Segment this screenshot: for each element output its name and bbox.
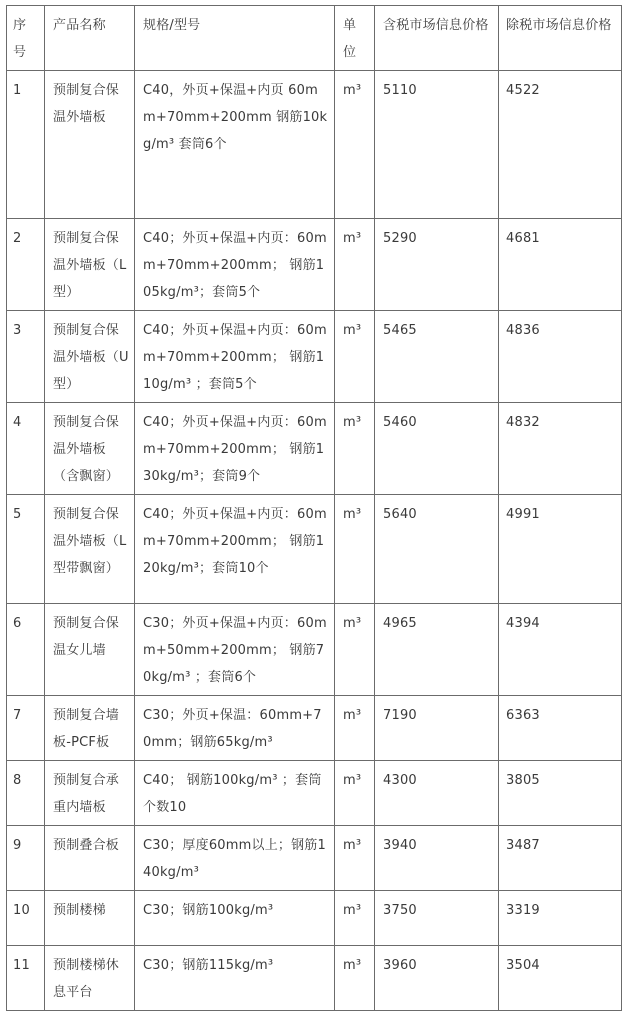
cell-no: 8	[7, 761, 45, 826]
cell-spec: C40；外页+保温+内页：60mm+70mm+200mm； 钢筋110g/m³ ；套筒5个	[135, 311, 335, 403]
cell-unit: m³	[335, 219, 375, 311]
table-row	[7, 495, 622, 604]
table-row	[7, 826, 622, 891]
cell-price-tax: 5110	[375, 71, 499, 219]
cell-name: 预制复合保温外墙板（U型）	[45, 311, 135, 403]
cell-unit: m³	[335, 891, 375, 946]
cell-spec: C40； 钢筋100kg/m³ ；套筒个数10	[135, 761, 335, 826]
cell-no: 6	[7, 604, 45, 696]
cell-price-notax: 4991	[499, 495, 622, 604]
cell-no: 7	[7, 696, 45, 761]
cell-no: 9	[7, 826, 45, 891]
table-row	[7, 71, 622, 219]
cell-spec: C30；钢筋115kg/m³	[135, 946, 335, 1011]
cell-price-tax: 3940	[375, 826, 499, 891]
cell-name: 预制复合保温外墙板	[45, 71, 135, 219]
cell-price-tax: 3750	[375, 891, 499, 946]
header-price-notax: 除税市场信息价格	[499, 6, 622, 71]
cell-price-notax: 6363	[499, 696, 622, 761]
cell-no: 4	[7, 403, 45, 495]
cell-unit: m³	[335, 604, 375, 696]
cell-unit: m³	[335, 696, 375, 761]
cell-unit: m³	[335, 946, 375, 1011]
cell-no: 1	[7, 71, 45, 219]
cell-name: 预制复合保温外墙板（L型带飘窗）	[45, 495, 135, 604]
cell-price-notax: 4522	[499, 71, 622, 219]
cell-no: 11	[7, 946, 45, 1011]
cell-price-tax: 7190	[375, 696, 499, 761]
cell-unit: m³	[335, 826, 375, 891]
cell-unit: m³	[335, 311, 375, 403]
table-row	[7, 891, 622, 946]
cell-spec: C40，外页+保温+内页 60mm+70mm+200mm 钢筋10kg/m³ 套筒6个	[135, 71, 335, 219]
table-row	[7, 403, 622, 495]
header-name: 产品名称	[45, 6, 135, 71]
table-row	[7, 311, 622, 403]
cell-name: 预制楼梯	[45, 891, 135, 946]
cell-name: 预制复合保温女儿墙	[45, 604, 135, 696]
cell-price-notax: 4836	[499, 311, 622, 403]
table-row	[7, 219, 622, 311]
table-row	[7, 946, 622, 1011]
cell-unit: m³	[335, 403, 375, 495]
header-price-tax: 含税市场信息价格	[375, 6, 499, 71]
cell-name: 预制复合保温外墙板（L型）	[45, 219, 135, 311]
cell-spec: C30；钢筋100kg/m³	[135, 891, 335, 946]
cell-spec: C40；外页+保温+内页：60mm+70mm+200mm； 钢筋120kg/m³；套筒10个	[135, 495, 335, 604]
cell-price-notax: 4394	[499, 604, 622, 696]
cell-unit: m³	[335, 761, 375, 826]
cell-unit: m³	[335, 495, 375, 604]
cell-no: 5	[7, 495, 45, 604]
cell-price-notax: 4832	[499, 403, 622, 495]
cell-unit: m³	[335, 71, 375, 219]
price-table	[6, 5, 622, 1011]
cell-name: 预制复合承重内墙板	[45, 761, 135, 826]
cell-price-tax: 3960	[375, 946, 499, 1011]
table-row	[7, 761, 622, 826]
cell-price-notax: 4681	[499, 219, 622, 311]
cell-price-tax: 5460	[375, 403, 499, 495]
cell-name: 预制复合墙板-PCF板	[45, 696, 135, 761]
cell-price-tax: 5290	[375, 219, 499, 311]
cell-spec: C30；外页+保温+内页：60mm+50mm+200mm； 钢筋70kg/m³ ；套筒6个	[135, 604, 335, 696]
cell-no: 10	[7, 891, 45, 946]
table-header-row	[7, 6, 622, 71]
cell-name: 预制复合保温外墙板（含飘窗）	[45, 403, 135, 495]
header-spec: 规格/型号	[135, 6, 335, 71]
cell-price-tax: 4300	[375, 761, 499, 826]
table-row	[7, 696, 622, 761]
cell-spec: C30；厚度60mm以上；钢筋140kg/m³	[135, 826, 335, 891]
cell-no: 2	[7, 219, 45, 311]
cell-price-notax: 3487	[499, 826, 622, 891]
cell-name: 预制楼梯休息平台	[45, 946, 135, 1011]
cell-spec: C40；外页+保温+内页：60mm+70mm+200mm； 钢筋105kg/m³；套筒5个	[135, 219, 335, 311]
cell-no: 3	[7, 311, 45, 403]
header-unit: 单位	[335, 6, 375, 71]
cell-name: 预制叠合板	[45, 826, 135, 891]
cell-price-notax: 3805	[499, 761, 622, 826]
cell-price-notax: 3319	[499, 891, 622, 946]
cell-price-tax: 5640	[375, 495, 499, 604]
cell-price-notax: 3504	[499, 946, 622, 1011]
cell-spec: C40；外页+保温+内页：60mm+70mm+200mm； 钢筋130kg/m³；套筒9个	[135, 403, 335, 495]
table-row	[7, 604, 622, 696]
cell-spec: C30；外页+保温：60mm+70mm；钢筋65kg/m³	[135, 696, 335, 761]
header-no: 序号	[7, 6, 45, 71]
cell-price-tax: 4965	[375, 604, 499, 696]
cell-price-tax: 5465	[375, 311, 499, 403]
